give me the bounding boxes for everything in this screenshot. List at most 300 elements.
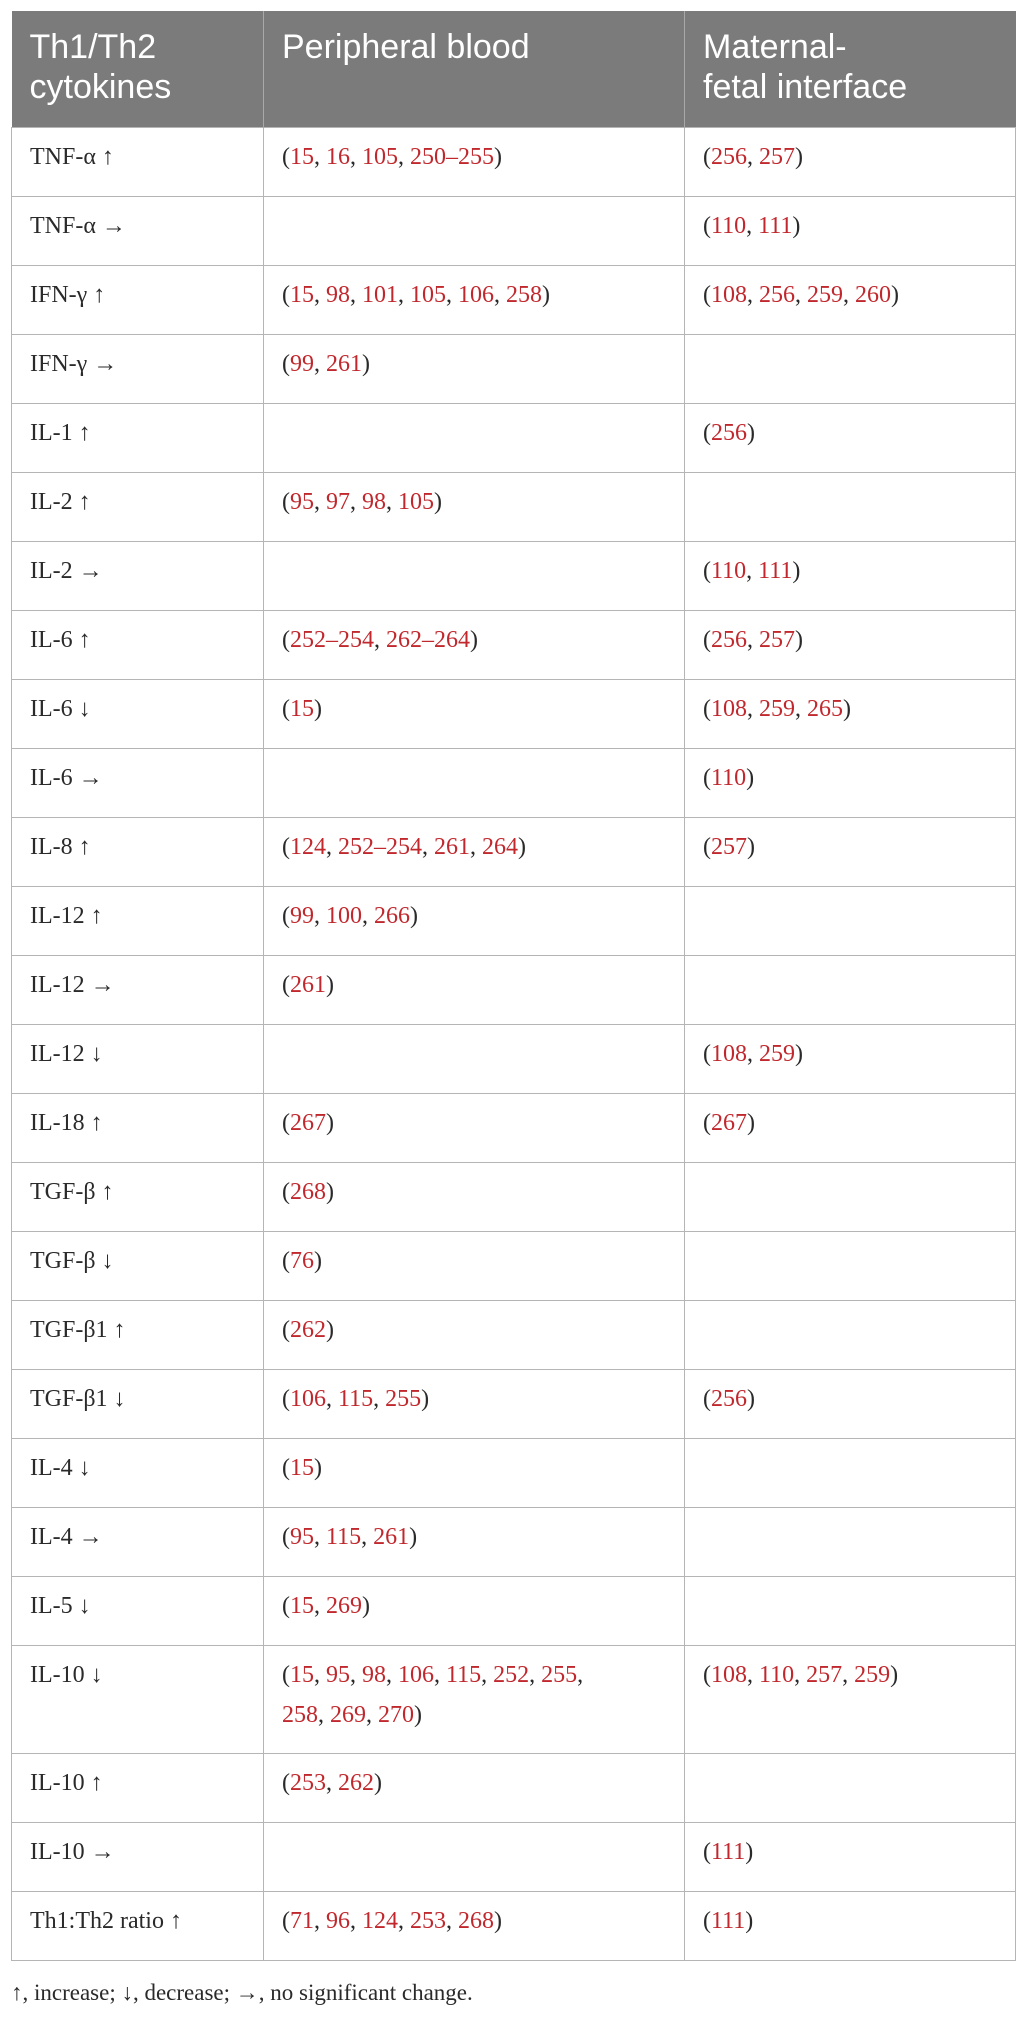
paren-open: ( xyxy=(703,557,711,584)
ref-separator: , xyxy=(314,281,326,308)
header-row xyxy=(12,11,1016,127)
header-cytokines xyxy=(12,11,264,127)
reference-link[interactable]: 100 xyxy=(326,902,362,929)
table-row xyxy=(12,1300,1016,1369)
reference-link[interactable]: 268 xyxy=(458,1907,494,1934)
ref-separator: , xyxy=(350,143,362,170)
ref-separator: , xyxy=(398,281,410,308)
table-row xyxy=(12,472,1016,541)
reference-link[interactable]: 96 xyxy=(326,1907,350,1934)
reference-link[interactable]: 253 xyxy=(410,1907,446,1934)
paren-open: ( xyxy=(282,1247,290,1274)
paren-close: ) xyxy=(410,902,418,929)
reference-link[interactable]: 253 xyxy=(290,1769,326,1796)
reference-link[interactable]: 15 xyxy=(290,695,314,722)
reference-link[interactable]: 97 xyxy=(326,488,350,515)
paren-close: ) xyxy=(409,1523,418,1550)
ref-separator: , xyxy=(350,1907,362,1934)
ref-separator: , xyxy=(747,143,759,170)
reference-link[interactable]: 266 xyxy=(374,902,410,929)
table-row xyxy=(12,265,1016,334)
ref-separator: , xyxy=(350,488,362,515)
reference-link[interactable]: 267 xyxy=(290,1109,326,1136)
ref-separator: , xyxy=(422,833,434,860)
reference-link[interactable]: 115 xyxy=(338,1385,374,1412)
reference-link[interactable]: 256 xyxy=(759,281,795,308)
cytokine-cell: TNF-α ↑ xyxy=(12,127,264,196)
ref-separator: , xyxy=(314,1661,326,1688)
paren-close: ) xyxy=(795,626,803,653)
ref-separator: , xyxy=(481,1661,494,1688)
ref-separator: , xyxy=(314,1907,326,1934)
ref-separator: , xyxy=(842,1661,855,1688)
peripheral-blood-cell xyxy=(264,1369,685,1438)
maternal-fetal-interface-cell xyxy=(685,265,1016,334)
paren-close: ) xyxy=(362,350,370,377)
header-peripheral-blood-label: Peripheral blood xyxy=(282,28,530,66)
ref-separator: , xyxy=(318,1701,330,1728)
paren-close: ) xyxy=(891,281,899,308)
paren-open: ( xyxy=(282,1661,290,1688)
ref-separator: , xyxy=(314,902,326,929)
reference-link[interactable]: 264 xyxy=(482,833,518,860)
cytokine-cell: IL-6 → xyxy=(12,748,264,817)
maternal-fetal-interface-cell xyxy=(685,127,1016,196)
paren-close: ) xyxy=(314,695,322,722)
cytokine-cell: IFN-γ → xyxy=(12,334,264,403)
reference-link[interactable]: 252–254 xyxy=(290,626,374,653)
maternal-fetal-interface-cell xyxy=(685,1576,1016,1645)
paren-open: ( xyxy=(703,626,711,653)
reference-link[interactable]: 255 xyxy=(385,1385,422,1412)
reference-link[interactable]: 111 xyxy=(711,1907,746,1934)
table-row xyxy=(12,1576,1016,1645)
reference-link[interactable]: 262 xyxy=(338,1769,374,1796)
paren-open: ( xyxy=(282,833,290,860)
reference-link[interactable]: 255 xyxy=(541,1661,578,1688)
header-cytokines-line-2: cytokines xyxy=(29,68,172,106)
peripheral-blood-cell xyxy=(264,955,685,1024)
reference-link[interactable]: 258 xyxy=(282,1701,318,1728)
table-row xyxy=(12,127,1016,196)
reference-link[interactable]: 115 xyxy=(446,1661,482,1688)
reference-link[interactable]: 99 xyxy=(290,350,314,377)
reference-link[interactable]: 261 xyxy=(373,1523,410,1550)
reference-link[interactable]: 15 xyxy=(290,143,314,170)
reference-link[interactable]: 110 xyxy=(759,1661,795,1688)
reference-link[interactable]: 252–254 xyxy=(338,833,422,860)
reference-link[interactable]: 259 xyxy=(759,1040,795,1067)
ref-separator: , xyxy=(362,902,374,929)
reference-link[interactable]: 15 xyxy=(290,1592,314,1619)
reference-link[interactable]: 15 xyxy=(290,1661,314,1688)
peripheral-blood-cell xyxy=(264,1300,685,1369)
ref-separator: , xyxy=(350,281,362,308)
cytokine-cell: IL-8 ↑ xyxy=(12,817,264,886)
peripheral-blood-cell xyxy=(264,886,685,955)
paren-open: ( xyxy=(282,1316,290,1343)
header-cytokines-line-1: Th1/Th2 xyxy=(29,28,157,66)
reference-link[interactable]: 258 xyxy=(506,281,542,308)
reference-link[interactable]: 260 xyxy=(855,281,891,308)
cytokine-cell: TNF-α → xyxy=(12,196,264,265)
paren-close: ) xyxy=(747,1385,755,1412)
peripheral-blood-cell xyxy=(264,1024,685,1093)
table-body xyxy=(12,127,1016,1960)
reference-link[interactable]: 98 xyxy=(362,1661,386,1688)
reference-link[interactable]: 267 xyxy=(711,1109,747,1136)
cytokine-cell: TGF-β1 ↓ xyxy=(12,1369,264,1438)
ref-separator: , xyxy=(386,488,398,515)
maternal-fetal-interface-cell xyxy=(685,817,1016,886)
paren-open: ( xyxy=(282,281,290,308)
paren-close: ) xyxy=(747,419,755,446)
reference-link[interactable]: 106 xyxy=(398,1661,434,1688)
header-interface-line-2: fetal interface xyxy=(703,68,908,106)
maternal-fetal-interface-cell xyxy=(685,1822,1016,1891)
maternal-fetal-interface-cell xyxy=(685,1024,1016,1093)
reference-link[interactable]: 257 xyxy=(806,1661,843,1688)
table-row xyxy=(12,955,1016,1024)
reference-link[interactable]: 105 xyxy=(410,281,446,308)
reference-link[interactable]: 101 xyxy=(362,281,398,308)
paren-open: ( xyxy=(282,695,290,722)
paren-close: ) xyxy=(747,833,755,860)
paren-close: ) xyxy=(792,557,801,584)
reference-link[interactable]: 108 xyxy=(711,1040,747,1067)
peripheral-blood-cell xyxy=(264,679,685,748)
maternal-fetal-interface-cell xyxy=(685,610,1016,679)
ref-separator: , xyxy=(747,626,759,653)
paren-close: ) xyxy=(326,971,334,998)
reference-link[interactable]: 256 xyxy=(711,143,747,170)
paren-close: ) xyxy=(518,833,526,860)
reference-link[interactable]: 259 xyxy=(807,281,843,308)
paren-open: ( xyxy=(282,1592,290,1619)
cytokine-cell: IL-6 ↓ xyxy=(12,679,264,748)
reference-link[interactable]: 98 xyxy=(362,488,386,515)
table-row xyxy=(12,1369,1016,1438)
paren-open: ( xyxy=(282,1178,290,1205)
maternal-fetal-interface-cell xyxy=(685,472,1016,541)
table-row xyxy=(12,748,1016,817)
paren-open: ( xyxy=(703,212,711,239)
ref-separator: , xyxy=(314,488,326,515)
reference-link[interactable]: 268 xyxy=(290,1178,326,1205)
cytokine-cell: Th1:Th2 ratio ↑ xyxy=(12,1891,264,1960)
ref-separator: , xyxy=(326,1385,338,1412)
reference-link[interactable]: 256 xyxy=(711,419,747,446)
maternal-fetal-interface-cell xyxy=(685,886,1016,955)
cytokine-cell: IL-4 ↓ xyxy=(12,1438,264,1507)
paren-close: ) xyxy=(326,1109,334,1136)
reference-link[interactable]: 110 xyxy=(711,212,747,239)
reference-link[interactable]: 256 xyxy=(711,626,747,653)
table-row xyxy=(12,610,1016,679)
reference-link[interactable]: 252 xyxy=(493,1661,530,1688)
table-row xyxy=(12,679,1016,748)
reference-link[interactable]: 108 xyxy=(711,1661,747,1688)
paren-close: ) xyxy=(434,488,442,515)
reference-link[interactable]: 124 xyxy=(290,833,326,860)
maternal-fetal-interface-cell xyxy=(685,1891,1016,1960)
peripheral-blood-cell xyxy=(264,1231,685,1300)
paren-open: ( xyxy=(703,764,711,791)
ref-separator: , xyxy=(314,143,326,170)
reference-link[interactable]: 262 xyxy=(290,1316,326,1343)
paren-close: ) xyxy=(843,695,851,722)
table-row xyxy=(12,1162,1016,1231)
reference-link[interactable]: 105 xyxy=(362,143,398,170)
maternal-fetal-interface-cell xyxy=(685,196,1016,265)
paren-close: ) xyxy=(494,143,502,170)
table-row xyxy=(12,1507,1016,1576)
reference-link[interactable]: 261 xyxy=(434,833,470,860)
reference-link[interactable]: 108 xyxy=(711,281,747,308)
table-row xyxy=(12,334,1016,403)
maternal-fetal-interface-cell xyxy=(685,334,1016,403)
ref-separator: , xyxy=(326,833,338,860)
maternal-fetal-interface-cell xyxy=(685,1507,1016,1576)
ref-separator: , xyxy=(747,1661,759,1688)
paren-open: ( xyxy=(282,1385,290,1412)
ref-separator: , xyxy=(747,695,759,722)
maternal-fetal-interface-cell xyxy=(685,1162,1016,1231)
paren-close: ) xyxy=(746,764,755,791)
paren-open: ( xyxy=(703,833,711,860)
paren-open: ( xyxy=(282,350,290,377)
peripheral-blood-cell xyxy=(264,1822,685,1891)
maternal-fetal-interface-cell xyxy=(685,679,1016,748)
paren-open: ( xyxy=(282,1523,290,1550)
peripheral-blood-cell xyxy=(264,1093,685,1162)
peripheral-blood-cell xyxy=(264,334,685,403)
ref-separator: , xyxy=(794,1661,807,1688)
peripheral-blood-cell xyxy=(264,196,685,265)
ref-separator: , xyxy=(446,1907,458,1934)
reference-link[interactable]: 257 xyxy=(759,143,795,170)
table-row xyxy=(12,1438,1016,1507)
ref-separator: , xyxy=(314,1523,326,1550)
reference-link[interactable]: 261 xyxy=(290,971,326,998)
table-footnote: ↑, increase; ↓, decrease; →, no significant change. xyxy=(11,1980,473,2005)
reference-link[interactable]: 124 xyxy=(362,1907,398,1934)
reference-link[interactable]: 262–264 xyxy=(386,626,470,653)
paren-close: ) xyxy=(542,281,550,308)
paren-close: ) xyxy=(795,1040,803,1067)
ref-separator: , xyxy=(398,1907,410,1934)
reference-link[interactable]: 15 xyxy=(290,1454,314,1481)
paren-open: ( xyxy=(703,1838,711,1865)
peripheral-blood-cell xyxy=(264,1753,685,1822)
peripheral-blood-cell xyxy=(264,265,685,334)
peripheral-blood-cell xyxy=(264,1645,685,1753)
cytokine-cell: IL-10 → xyxy=(12,1822,264,1891)
paren-open: ( xyxy=(703,1385,711,1412)
ref-separator: , xyxy=(746,557,759,584)
paren-open: ( xyxy=(703,1907,711,1934)
maternal-fetal-interface-cell xyxy=(685,541,1016,610)
header-interface-line-1: Maternal- xyxy=(703,28,847,66)
maternal-fetal-interface-cell xyxy=(685,403,1016,472)
cytokine-cell: IL-10 ↓ xyxy=(12,1645,264,1753)
paren-open: ( xyxy=(703,695,711,722)
paren-close: ) xyxy=(470,626,478,653)
reference-link[interactable]: 15 xyxy=(290,281,314,308)
cytokine-cell: IL-1 ↑ xyxy=(12,403,264,472)
cytokine-cell: IL-2 ↑ xyxy=(12,472,264,541)
reference-link[interactable]: 98 xyxy=(326,281,350,308)
ref-separator: , xyxy=(386,1661,398,1688)
table-row xyxy=(12,196,1016,265)
reference-link[interactable]: 256 xyxy=(711,1385,747,1412)
paren-open: ( xyxy=(282,1454,290,1481)
reference-link[interactable]: 111 xyxy=(758,557,793,584)
cytokine-cell: TGF-β ↓ xyxy=(12,1231,264,1300)
maternal-fetal-interface-cell xyxy=(685,1438,1016,1507)
paren-open: ( xyxy=(282,626,290,653)
paren-open: ( xyxy=(703,1109,711,1136)
table-row xyxy=(12,886,1016,955)
reference-link[interactable]: 105 xyxy=(398,488,434,515)
reference-link[interactable]: 111 xyxy=(711,1838,746,1865)
reference-link[interactable]: 95 xyxy=(326,1661,350,1688)
paren-close: ) xyxy=(314,1454,322,1481)
peripheral-blood-cell xyxy=(264,610,685,679)
reference-link[interactable]: 95 xyxy=(290,488,314,515)
cytokine-cell: IL-2 → xyxy=(12,541,264,610)
ref-separator: , xyxy=(350,1661,362,1688)
table-row xyxy=(12,1024,1016,1093)
reference-link[interactable]: 269 xyxy=(326,1592,362,1619)
maternal-fetal-interface-cell xyxy=(685,955,1016,1024)
ref-separator: , xyxy=(529,1661,542,1688)
paren-close: ) xyxy=(421,1385,430,1412)
cytokine-cell: IL-18 ↑ xyxy=(12,1093,264,1162)
table-row xyxy=(12,1891,1016,1960)
paren-close: ) xyxy=(414,1701,422,1728)
paren-open: ( xyxy=(282,143,290,170)
peripheral-blood-cell xyxy=(264,1891,685,1960)
reference-link[interactable]: 106 xyxy=(290,1385,326,1412)
reference-link[interactable]: 99 xyxy=(290,902,314,929)
paren-open: ( xyxy=(282,902,290,929)
table-row xyxy=(12,1753,1016,1822)
reference-link[interactable]: 71 xyxy=(290,1907,314,1934)
ref-separator: , xyxy=(843,281,855,308)
ref-separator: , xyxy=(374,626,386,653)
reference-link[interactable]: 259 xyxy=(759,695,795,722)
reference-link[interactable]: 110 xyxy=(711,764,747,791)
peripheral-blood-cell xyxy=(264,1438,685,1507)
reference-link[interactable]: 106 xyxy=(458,281,494,308)
cytokine-cell: IL-6 ↑ xyxy=(12,610,264,679)
reference-link[interactable]: 111 xyxy=(758,212,793,239)
paren-open: ( xyxy=(282,1907,290,1934)
header-maternal-fetal-interface xyxy=(685,11,1016,127)
paren-open: ( xyxy=(703,281,711,308)
ref-separator: , xyxy=(795,695,807,722)
reference-link[interactable]: 259 xyxy=(854,1661,891,1688)
paren-open: ( xyxy=(282,1769,290,1796)
maternal-fetal-interface-cell xyxy=(685,1300,1016,1369)
paren-open: ( xyxy=(282,971,290,998)
reference-link[interactable]: 257 xyxy=(759,626,795,653)
cytokine-cell: IL-10 ↑ xyxy=(12,1753,264,1822)
ref-separator: , xyxy=(746,212,759,239)
peripheral-blood-cell xyxy=(264,1576,685,1645)
cytokine-cell: TGF-β1 ↑ xyxy=(12,1300,264,1369)
table-row xyxy=(12,1231,1016,1300)
ref-separator: , xyxy=(470,833,482,860)
table-row xyxy=(12,541,1016,610)
peripheral-blood-cell xyxy=(264,127,685,196)
reference-link[interactable]: 108 xyxy=(711,695,747,722)
cytokine-cell: IL-5 ↓ xyxy=(12,1576,264,1645)
reference-link[interactable]: 110 xyxy=(711,557,747,584)
paren-open: ( xyxy=(703,143,711,170)
reference-link[interactable]: 270 xyxy=(378,1701,414,1728)
peripheral-blood-cell xyxy=(264,472,685,541)
ref-separator: , xyxy=(577,1661,584,1688)
paren-open: ( xyxy=(282,1109,290,1136)
cytokine-table xyxy=(11,11,1016,1961)
cytokine-cell: IL-12 → xyxy=(12,955,264,1024)
ref-separator: , xyxy=(446,281,458,308)
reference-link[interactable]: 76 xyxy=(290,1247,314,1274)
peripheral-blood-cell xyxy=(264,403,685,472)
peripheral-blood-cell xyxy=(264,1507,685,1576)
ref-separator: , xyxy=(747,281,759,308)
ref-separator: , xyxy=(747,1040,759,1067)
ref-separator: , xyxy=(314,350,326,377)
table-row xyxy=(12,403,1016,472)
reference-link[interactable]: 265 xyxy=(807,695,843,722)
maternal-fetal-interface-cell xyxy=(685,1645,1016,1753)
ref-separator: , xyxy=(434,1661,446,1688)
maternal-fetal-interface-cell xyxy=(685,1369,1016,1438)
ref-separator: , xyxy=(314,1592,326,1619)
reference-link[interactable]: 95 xyxy=(290,1523,314,1550)
table-row xyxy=(12,1645,1016,1753)
table-row xyxy=(12,817,1016,886)
reference-link[interactable]: 250–255 xyxy=(410,143,494,170)
paren-close: ) xyxy=(795,143,803,170)
cytokine-cell: IFN-γ ↑ xyxy=(12,265,264,334)
cytokine-cell: TGF-β ↑ xyxy=(12,1162,264,1231)
cytokine-cell: IL-12 ↓ xyxy=(12,1024,264,1093)
ref-separator: , xyxy=(326,1769,338,1796)
table-row xyxy=(12,1093,1016,1162)
reference-link[interactable]: 115 xyxy=(326,1523,362,1550)
paren-close: ) xyxy=(494,1907,502,1934)
paren-close: ) xyxy=(747,1109,755,1136)
reference-link[interactable]: 269 xyxy=(330,1701,366,1728)
reference-link[interactable]: 261 xyxy=(326,350,362,377)
maternal-fetal-interface-cell xyxy=(685,748,1016,817)
paren-close: ) xyxy=(326,1178,334,1205)
reference-link[interactable]: 16 xyxy=(326,143,350,170)
paren-close: ) xyxy=(314,1247,322,1274)
paren-open: ( xyxy=(703,1040,711,1067)
paren-open: ( xyxy=(703,419,711,446)
peripheral-blood-cell xyxy=(264,748,685,817)
ref-separator: , xyxy=(494,281,506,308)
maternal-fetal-interface-cell xyxy=(685,1753,1016,1822)
reference-link[interactable]: 257 xyxy=(711,833,747,860)
ref-separator: , xyxy=(366,1701,378,1728)
maternal-fetal-interface-cell xyxy=(685,1231,1016,1300)
